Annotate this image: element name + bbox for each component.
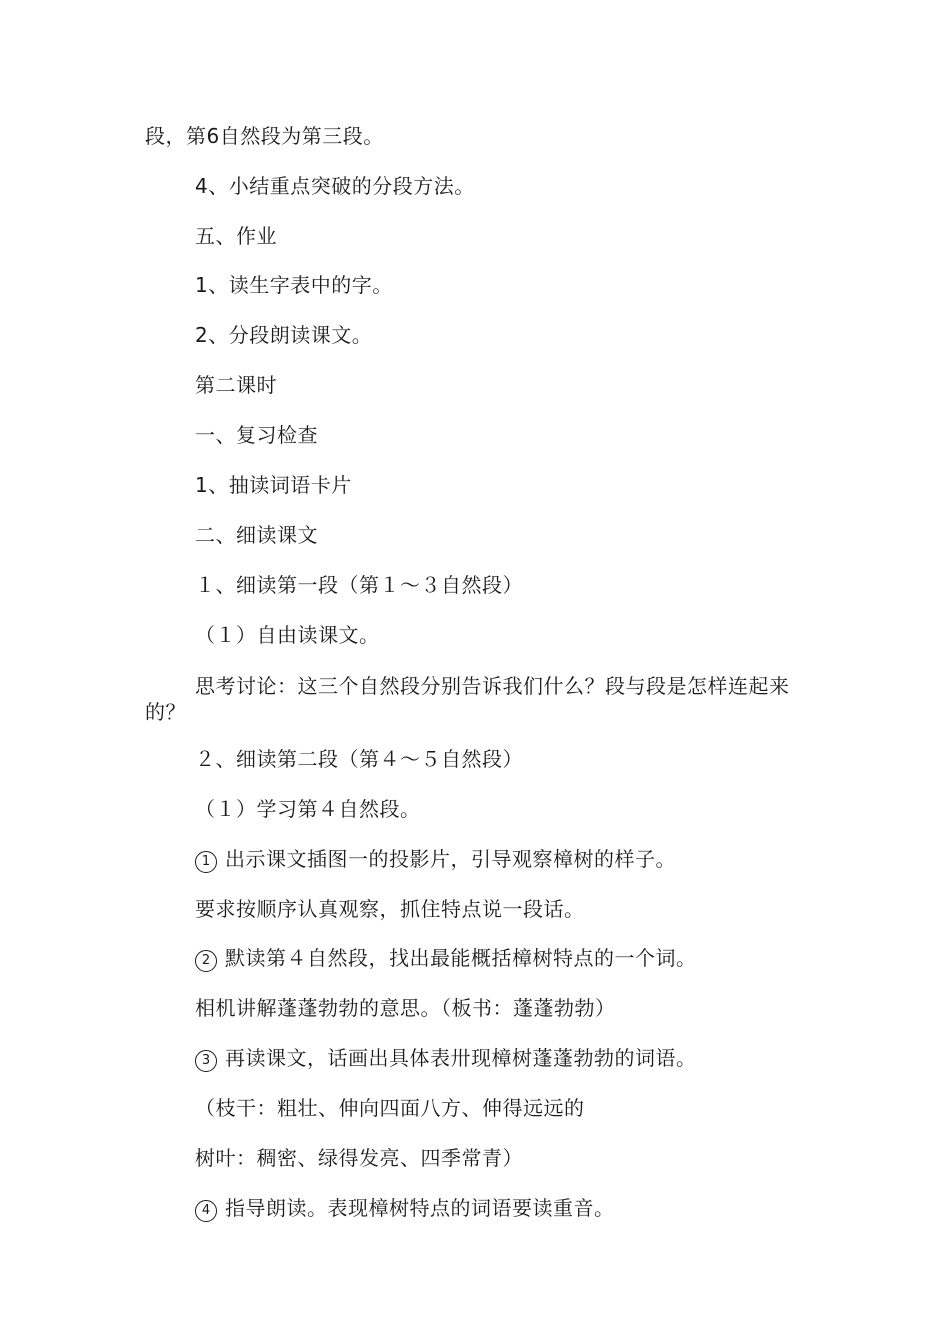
section-heading-homework: 五、作业 <box>195 224 277 248</box>
step-4-summary: 4、小结重点突破的分段方法。 <box>195 174 475 198</box>
step-3-item <box>195 1046 697 1072</box>
step-2-text: 默读第４自然段，找出最能概括樟树特点的一个词。 <box>225 946 697 970</box>
step-2-item <box>195 946 697 972</box>
paragraph-continuation: 段，第6自然段为第三段。 <box>145 124 384 148</box>
step-4-text: 指导朗读。表现樟树特点的词语要读重音。 <box>225 1196 615 1220</box>
discussion-paragraph: 思考讨论：这三个自然段分别告诉我们什么？段与段是怎样连起来的？ <box>145 674 790 724</box>
circled-number-3: 3 <box>195 1050 217 1072</box>
close-reading-part-1: １、细读第一段（第１～３自然段） <box>195 573 523 597</box>
observation-requirement: 要求按顺序认真观察，抓住特点说一段话。 <box>195 897 585 921</box>
leaves-note: 树叶：稠密、绿得发亮、四季常青） <box>195 1146 523 1170</box>
circled-number-1: 1 <box>195 851 217 873</box>
section-heading-review: 一、复习检查 <box>195 423 318 447</box>
step-1-item <box>195 847 676 873</box>
homework-item-1: 1、读生字表中的字。 <box>195 273 393 297</box>
branches-note: （枝干：粗壮、伸向四面八方、伸得远远的 <box>195 1096 585 1120</box>
step-3-text: 再读课文，话画出具体表卅现樟树蓬蓬勃勃的词语。 <box>225 1046 697 1070</box>
free-reading-item: （１）自由读课文。 <box>195 623 380 647</box>
review-item-1: 1、抽读词语卡片 <box>195 473 352 497</box>
step-1-text: 出示课文插图一的投影片，引导观察樟树的样子。 <box>225 847 676 871</box>
lesson-heading: 第二课时 <box>195 373 277 397</box>
section-heading-close-reading: 二、细读课文 <box>195 523 318 547</box>
study-paragraph-4: （１）学习第４自然段。 <box>195 797 421 821</box>
circled-number-2: 2 <box>195 950 217 972</box>
close-reading-part-2: ２、细读第二段（第４～５自然段） <box>195 747 523 771</box>
explanation-line: 相机讲解蓬蓬勃勃的意思。（板书：蓬蓬勃勃） <box>195 996 616 1020</box>
circled-number-4: 4 <box>195 1200 217 1222</box>
homework-item-2: 2、分段朗读课文。 <box>195 323 373 347</box>
step-4-item <box>195 1196 615 1222</box>
